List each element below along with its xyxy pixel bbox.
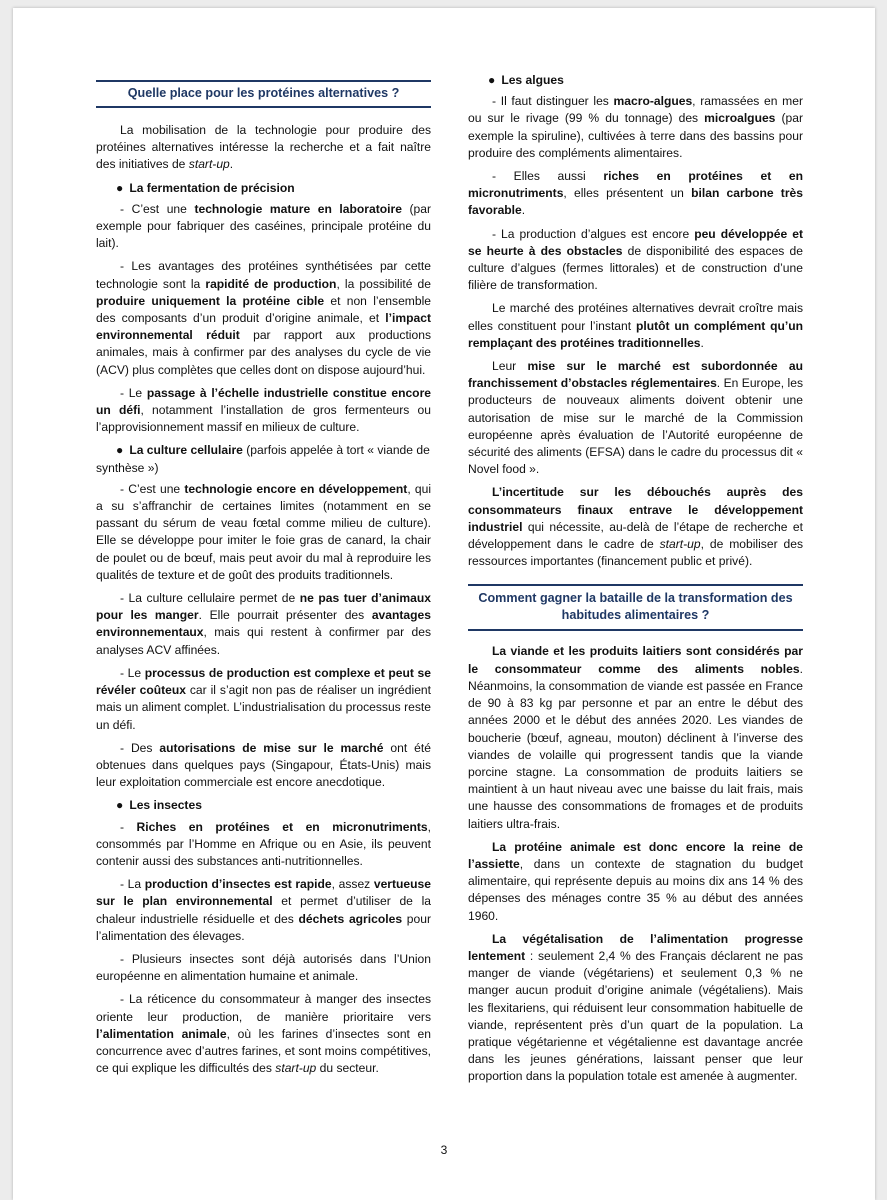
bullet-icon: ● xyxy=(116,443,124,458)
section-title-eating-habits: Comment gagner la bataille de la transformation des habitudes alimentaires ? xyxy=(468,584,803,631)
bullet-icon: ● xyxy=(116,798,124,813)
incertitude-paragraph: L’incertitude sur les débouchés auprès des consommateurs finaux entrave le développement industriel qui nécessite, au-delà de l’étape de recherche et développement dans le cadre de start-up, de mobiliser des ressources importantes (financement public et privé). xyxy=(468,485,803,569)
culture-paragraph-2: - La culture cellulaire permet de ne pas tuer d’animaux pour les manger. Elle pourrait présenter des avantages environnementaux, mais qui restent à confirmer par des analyses ACV affinées. xyxy=(96,591,431,657)
insectes-paragraph-1: - Riches en protéines et en micronutriments, consommés par l’Homme en Afrique ou en Asie, ils peuvent contenir aussi des substances anti-nutritionnelles. xyxy=(96,819,431,868)
algues-paragraph-3: - La production d’algues est encore peu développée et se heurte à des obstacles de disponibilité des espaces de culture d’algues (fermes littorales) et de construction d’une filière de transformation. xyxy=(468,226,804,293)
fermentation-paragraph-1: - C’est une technologie mature en laboratoire (par exemple pour fabriquer des caséines, principale protéine du lait). xyxy=(96,201,431,251)
culture-paragraph-4: - Des autorisations de mise sur le marché ont été obtenues dans quelques pays (Singapour, États-Unis) mais leur exploitation commerciale est encore anecdotique. xyxy=(96,740,431,790)
heading-algues: ● Les algues xyxy=(488,73,564,87)
algues-paragraph-1: - Il faut distinguer les macro-algues, ramassées en mer ou sur le rivage (99 % du tonnage) des microalgues (par exemple la spiruline), cultivées à terre dans des bassins pour produire des compléments alimentaires. xyxy=(468,94,803,160)
algues-paragraph-2: - Elles aussi riches en protéines et en micronutriments, elles présentent un bilan carbone très favorable. xyxy=(468,169,803,218)
marche-paragraph: Le marché des protéines alternatives devrait croître mais elles constituent pour l’instant plutôt un complément qu’un remplaçant des protéines traditionnelles. xyxy=(468,301,804,350)
right-column xyxy=(468,72,803,1092)
culture-paragraph-1: - C’est une technologie encore en développement, qui a su s’affranchir de certaines limites (notamment en se passant du sérum de veau fœtal comme milieu de culture). Elle se développe pour imiter le foie gras de canard, la chair de poulet ou de bœuf, mais peut avoir du mal à reproduire les qualités de texture et de goût des produits traditionnels. xyxy=(96,481,432,582)
fermentation-paragraph-3: - Le passage à l’échelle industrielle constitue encore un défi, notamment l’installation de gros fermenteurs ou l’approvisionnement massif en milieux de culture. xyxy=(96,385,432,435)
culture-paragraph-3: - Le processus de production est complexe et peut se révéler coûteux car il s’agit non pas de réaliser un ingrédient mais un aliment complet. L’industrialisation du processus reste un défi. xyxy=(96,665,432,732)
insectes-paragraph-4: - La réticence du consommateur à manger des insectes oriente leur production, de manière prioritaire vers l’alimentation animale, où les farines d’insectes sont en concurrence avec d’autres farines, et sont moins compétitives, ce qui explique les difficultés des start-up du secteur. xyxy=(96,992,431,1076)
vegetalisation-paragraph: La végétalisation de l’alimentation progresse lentement : seulement 2,4 % des Français déclarent ne pas manger de viande (végétariens) et seulement 0,3 % ne manger aucun produit d’origine animale (végétaliens). Mais les flexitariens, qui réduisent leur consommation habituelle de viande, représentent près d’un quart de la population. La pratique végétarienne et végétalienne est davantage ancrée dans les jeunes générations, laissant penser que leur proportion dans la population totale est amenée à augmenter. xyxy=(468,931,803,1084)
left-column xyxy=(96,80,431,1083)
heading-insectes: ● Les insectes xyxy=(116,798,202,813)
bullet-icon: ● xyxy=(488,73,496,87)
mise-sur-le-marche-paragraph: Leur mise sur le marché est subordonnée au franchissement d’obstacles réglementaires. En Europe, les producteurs de nouveaux aliments doivent obtenir une autorisation de mise sur le marché de la Commission européenne après évaluation de l’Autorité européenne de sécurité des aliments (EFSA) dans le cadre du processus dit « Novel food ». xyxy=(468,359,803,477)
insectes-paragraph-2: - La production d’insectes est rapide, assez vertueuse sur le plan environnemental et permet d’utiliser de la chaleur industrielle résiduelle et des déchets agricoles pour l’alimentation des élevages. xyxy=(96,877,431,943)
heading-culture-cellulaire: ● La culture cellulaire (parfois appelée à tort « viande de synthèse ») xyxy=(96,443,430,475)
bullet-icon: ● xyxy=(116,180,124,195)
intro-paragraph: La mobilisation de la technologie pour produire des protéines alternatives intéresse la recherche et a fait naître des initiatives de start-up. xyxy=(96,123,431,172)
reine-paragraph: La protéine animale est donc encore la reine de l’assiette, dans un contexte de stagnation du budget alimentaire, qui représente depuis au moins dix ans 14 % des dépenses des ménages contre 35 % au début des années 1960. xyxy=(468,839,803,923)
insectes-paragraph-3: - Plusieurs insectes sont déjà autorisés dans l’Union européenne en alimentation humaine et animale. xyxy=(96,951,431,984)
viande-paragraph: La viande et les produits laitiers sont considérés par le consommateur comme des aliments nobles. Néanmoins, la consommation de viande est passée en France de 90 à 83 kg par personne et par an entre le début des années 2000 et le début des années 2020. Les viandes de boucherie (bœuf, agneau, mouton) déclinent à l’inverse des viandes de volaille qui progressent tandis que la viande porcine stagne. La consommation de produits laitiers se maintient à un haut niveau avec une baisse du lait frais, mais une hausse des consommations de fromages et de produits laitiers ultra-frais. xyxy=(468,644,803,831)
fermentation-paragraph-2: - Les avantages des protéines synthétisées par cette technologie sont la rapidité de production, la possibilité de produire uniquement la protéine cible et non l’ensemble des composants d’un produit d’origine animale, et l’impact environnemental réduit par rapport aux productions animales, mais à confirmer par des analyses du cycle de vie (ACV) plus complètes que celles dont on dispose aujourd’hui. xyxy=(96,259,432,377)
document-page xyxy=(13,8,875,1200)
section-title-alternative-proteins: Quelle place pour les protéines alternatives ? xyxy=(96,80,431,108)
page-number: 3 xyxy=(440,1143,448,1157)
heading-fermentation: ● La fermentation de précision xyxy=(116,180,295,195)
